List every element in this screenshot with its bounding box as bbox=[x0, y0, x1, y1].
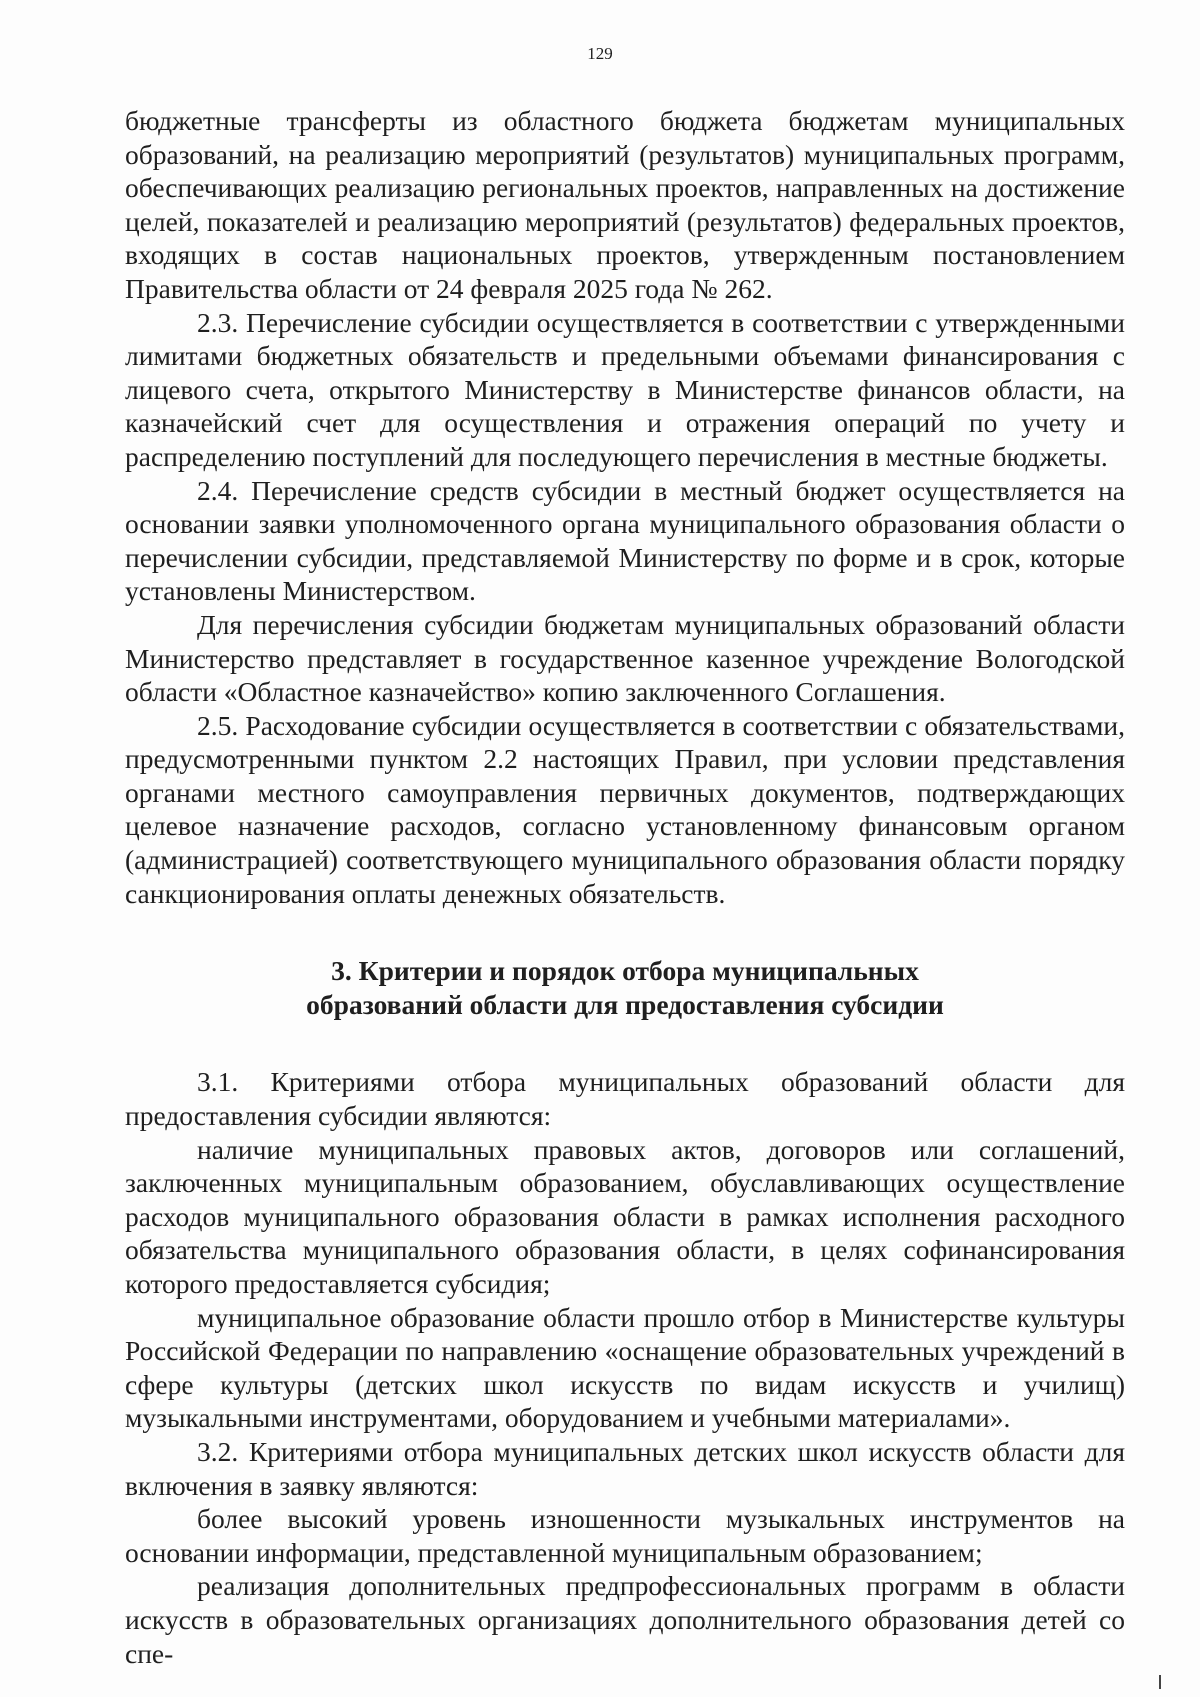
paragraph-criterion-ministry-selection: муниципальное образование области прошло отбор в Министерстве культуры Российской Федерации по направлению «оснащение образовательных учреждений в сфере культуры (детских школ искусств по видам искусств и училищ) музыкальными инструментами, оборудованием и учебными материалами». bbox=[125, 1301, 1125, 1434]
section-3-heading-line-1: 3. Критерии и порядок отбора муниципальных bbox=[331, 955, 919, 987]
page-number: 129 bbox=[587, 44, 613, 63]
paragraph-3-2: 3.2. Критериями отбора муниципальных детских школ искусств области для включения в заявку являются: bbox=[125, 1435, 1125, 1501]
document-body bbox=[125, 104, 1125, 1670]
paragraph-criterion-preprofessional-programs: реализация дополнительных предпрофессиональных программ в области искусств в образовательных организациях дополнительного образования детей со спе- bbox=[125, 1570, 1125, 1669]
paragraph-transfers: бюджетные трансферты из областного бюджета бюджетам муниципальных образований, на реализацию мероприятий (результатов) муниципальных программ, обеспечивающих реализацию региональных проектов, направленных на достижение целей, показателей и реализацию мероприятий (результатов) федеральных проектов, входящих в состав национальных проектов, утвержденным постановлением Правительства области от 24 февраля 2025 года № 262. bbox=[125, 105, 1125, 304]
scan-margin-mark bbox=[1159, 1675, 1161, 1689]
section-3-heading bbox=[125, 954, 1125, 1021]
paragraph-2-3: 2.3. Перечисление субсидии осуществляется в соответствии с утвержденными лимитами бюджетных обязательств и предельными объемами финансирования с лицевого счета, открытого Министерству в Министерстве финансов области, на казначейский счет для осуществления и отражения операций по учету и распределению поступлений для последующего перечисления в местные бюджеты. bbox=[125, 306, 1125, 472]
paragraph-3-1: 3.1. Критериями отбора муниципальных образований области для предоставления субсидии являются: bbox=[125, 1066, 1125, 1132]
paragraph-2-4: 2.4. Перечисление средств субсидии в местный бюджет осуществляется на основании заявки уполномоченного органа муниципального образования области о перечислении субсидии, представляемой Министерству по форме и в срок, которые установлены Министерством. bbox=[125, 474, 1125, 607]
paragraph-2-5: 2.5. Расходование субсидии осуществляется в соответствии с обязательствами, предусмотренными пунктом 2.2 настоящих Правил, при условии представления органами местного самоуправления первичных документов, подтверждающих целевое назначение расходов, согласно установленному финансовым органом (администрацией) соответствующего муниципального образования области порядку санкционирования оплаты денежных обязательств. bbox=[125, 709, 1125, 909]
paragraph-criterion-wear-level: более высокий уровень изношенности музыкальных инструментов на основании информации, представленной муниципальным образованием; bbox=[125, 1503, 1125, 1568]
paragraph-criterion-legal-acts: наличие муниципальных правовых актов, договоров или соглашений, заключенных муниципальным образованием, обуславливающих осуществление расходов муниципального образования области в рамках исполнения расходного обязательства муниципального образования области, в целях софинансирования которого предоставляется субсидия; bbox=[125, 1133, 1125, 1299]
section-3-heading-line-2: образований области для предоставления субсидии bbox=[306, 988, 944, 1020]
paragraph-treasury-copy: Для перечисления субсидии бюджетам муниципальных образований области Министерство представляет в государственное казенное учреждение Вологодской области «Областное казначейство» копию заключенного Соглашения. bbox=[125, 608, 1125, 708]
